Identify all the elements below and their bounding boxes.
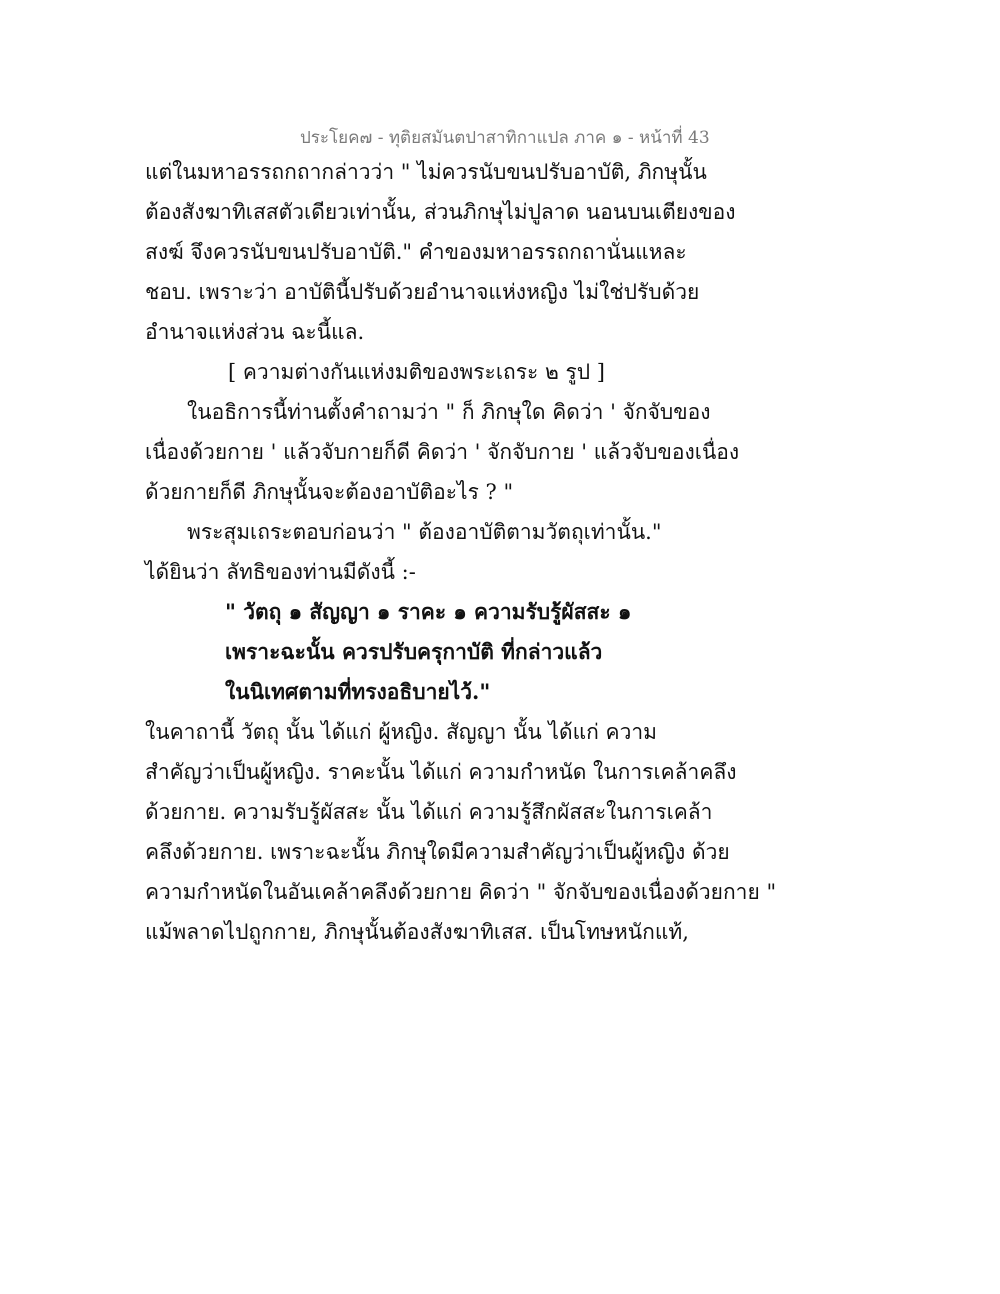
section-heading: [ ความต่างกันแห่งมติของพระเถระ ๒ รูป ] [228, 360, 605, 384]
text-line: ได้ยินว่า ลัทธิของท่านมีดังนี้ :- [145, 560, 416, 584]
text-line: สำคัญว่าเป็นผู้หญิง. ราคะนั้น ได้แก่ ความกำหนัด ในการเคล้าคลึง [145, 760, 737, 784]
text-line: พระสุมเถระตอบก่อนว่า " ต้องอาบัติตามวัตถุเท่านั้น." [187, 520, 662, 544]
verse-line: เพราะฉะนั้น ควรปรับครุกาบัติ ที่กล่าวแล้ว [225, 639, 603, 664]
text-line: ในอธิการนี้ท่านตั้งคำถามว่า " ก็ ภิกษุใด คิดว่า ' จักจับของ [187, 400, 711, 424]
text-line: ต้องสังฆาทิเสสตัวเดียวเท่านั้น, ส่วนภิกษุไม่ปูลาด นอนบนเตียงของ [145, 200, 736, 224]
text-line: อำนาจแห่งส่วน ฉะนี้แล. [145, 320, 365, 344]
text-line: คลึงด้วยกาย. เพราะฉะนั้น ภิกษุใดมีความสำคัญว่าเป็นผู้หญิง ด้วย [145, 840, 730, 864]
text-line: ในคาถานี้ วัตถุ นั้น ได้แก่ ผู้หญิง. สัญญา นั้น ได้แก่ ความ [145, 720, 658, 744]
text-line: ชอบ. เพราะว่า อาบัตินี้ปรับด้วยอำนาจแห่งหญิง ไม่ใช่ปรับด้วย [145, 280, 700, 304]
page-header: ประโยค๗ - ทุติยสมันตปาสาทิกาแปล ภาค ๑ - หน้าที่ 43 [300, 128, 710, 148]
text-line: แม้พลาดไปถูกกาย, ภิกษุนั้นต้องสังฆาทิเสส. เป็นโทษหนักแท้, [145, 920, 689, 944]
verse-line: " วัตถุ ๑ สัญญา ๑ ราคะ ๑ ความรับรู้ผัสสะ ๑ [225, 599, 632, 624]
text-line: ความกำหนัดในอันเคล้าคลึงด้วยกาย คิดว่า " จักจับของเนื่องด้วยกาย " [145, 880, 777, 904]
text-line: ด้วยกาย. ความรับรู้ผัสสะ นั้น ได้แก่ ความรู้สึกผัสสะในการเคล้า [145, 800, 713, 824]
text-line: สงฆ์ จึงควรนับขนปรับอาบัติ." คำของมหาอรรถกถานั่นแหละ [145, 240, 687, 264]
text-line: ด้วยกายก็ดี ภิกษุนั้นจะต้องอาบัติอะไร ? " [145, 480, 514, 504]
verse-line: ในนิเทศตามที่ทรงอธิบายไว้." [225, 679, 491, 704]
text-line: เนื่องด้วยกาย ' แล้วจับกายก็ดี คิดว่า ' จักจับกาย ' แล้วจับของเนื่อง [145, 440, 740, 464]
text-line: แต่ในมหาอรรถกถากล่าวว่า " ไม่ควรนับขนปรับอาบัติ, ภิกษุนั้น [145, 160, 707, 184]
